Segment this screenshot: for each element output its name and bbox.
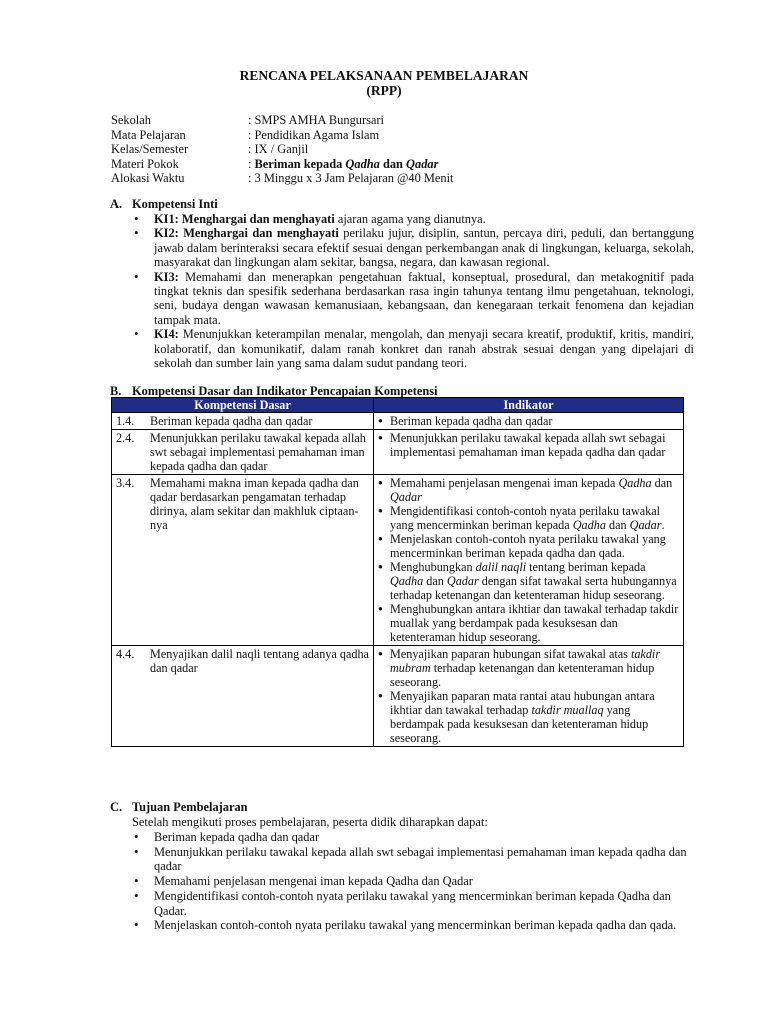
kd-number: 4.4. bbox=[116, 647, 135, 661]
indicator-item: ● Menyajikan paparan mata rantai atau hubungan antara ikhtiar dan tawakal terhadap takdir muallaq yang berdampak pada kesuksesan dan ketenteraman hidup seseorang. bbox=[378, 689, 679, 745]
info-value: : 3 Minggu x 3 Jam Pelajaran @40 Menit bbox=[248, 171, 454, 186]
table-row bbox=[112, 430, 684, 475]
info-row-kelas bbox=[111, 142, 711, 157]
identity-block bbox=[111, 113, 711, 186]
kd-number: 1.4. bbox=[116, 414, 135, 428]
list-item: • Menunjukkan perilaku tawakal kepada allah swt sebagai implementasi pemahaman iman kepada qadha dan qadar bbox=[132, 845, 702, 874]
table-header-row bbox=[112, 398, 684, 413]
kd-indicator-table bbox=[111, 397, 684, 747]
info-key: Sekolah bbox=[111, 113, 151, 127]
list-item: • KI1: Menghargai dan menghayati ajaran agama yang dianutnya. bbox=[132, 212, 694, 226]
tujuan-intro: Setelah mengikuti proses pembelajaran, peserta didik diharapkan dapat: bbox=[132, 815, 488, 829]
list-item: • KI3: Memahami dan menerapkan pengetahuan faktual, konseptual, prosedural, dan metakognitif pada tingkat teknis dan spesifik sederhana berdasarkan rasa ingin tahunya tentang ilmu pengetahuan, teknologi, seni, budaya dengan wawasan kemanusiaan, kebangsaan, dan kenegaraan terkait fenomena dan kejadian tampak mata. bbox=[132, 270, 694, 328]
document-title: RENCANA PELAKSANAAN PEMBELAJARAN bbox=[239, 68, 529, 83]
section-b-heading: B. Kompetensi Dasar dan Indikator Pencapaian Kompetensi bbox=[110, 384, 438, 398]
info-key: Mata Pelajaran bbox=[111, 127, 186, 142]
kd-text: Menunjukkan perilaku tawakal kepada allah swt sebagai implementasi pemahaman iman kepada qadha dan qadar bbox=[150, 431, 366, 473]
kd-text: Memahami makna iman kepada qadha dan qadar berdasarkan pengamatan terhadap dirinya, alam sekitar dan makhluk ciptaan-nya bbox=[150, 476, 359, 532]
info-value: : IX / Ganjil bbox=[248, 142, 309, 157]
tujuan-list bbox=[132, 830, 702, 933]
indicator-item: ● Menjelaskan contoh-contoh nyata perilaku tawakal yang mencerminkan beriman kepada qadha dan qada. bbox=[378, 532, 679, 560]
info-row-alokasi bbox=[111, 171, 711, 186]
info-key: Kelas/Semester bbox=[111, 142, 189, 157]
indicator-item: ● Menghubungkan dalil naqli tentang beriman kepada Qadha dan Qadar dengan sifat tawakal serta hubungannya terhadap ketenangan dan ketenteraman hidup seseorang. bbox=[378, 560, 679, 602]
info-value: : Beriman kepada Qadha dan Qadar bbox=[248, 156, 439, 171]
document-subtitle: (RPP) bbox=[366, 83, 402, 98]
table-row bbox=[112, 413, 684, 430]
info-value: : SMPS AMHA Bungursari bbox=[248, 113, 384, 127]
kompetensi-inti-list bbox=[132, 212, 694, 370]
list-item: • Memahami penjelasan mengenai iman kepada Qadha dan Qadar bbox=[132, 874, 702, 888]
indicator-item: ● Menunjukkan perilaku tawakal kepada allah swt sebagai implementasi pemahaman iman kepada qadha dan qadar bbox=[378, 431, 679, 459]
list-item: • Menjelaskan contoh-contoh nyata perilaku tawakal yang mencerminkan beriman kepada qadha dan qada. bbox=[132, 918, 702, 932]
list-item: • Beriman kepada qadha dan qadar bbox=[132, 830, 702, 844]
indicator-item: ● Mengidentifikasi contoh-contoh nyata perilaku tawakal yang mencerminkan beriman kepada Qadha dan Qadar. bbox=[378, 504, 679, 532]
section-a-heading: A. Kompetensi Inti bbox=[110, 197, 218, 211]
info-row-mapel bbox=[111, 128, 711, 143]
list-item: • KI4: Menunjukkan keterampilan menalar, mengolah, dan menyaji secara kreatif, produktif, kritis, mandiri, kolaboratif, dan komunikatif, dalam ranah konkret dan ranah abstrak sesuai dengan yang dipelajari di sekolah dan sumber lain yang sama dalam sudut pandang teori. bbox=[132, 327, 694, 370]
kd-text: Beriman kepada qadha dan qadar bbox=[150, 414, 313, 428]
info-row-sekolah bbox=[111, 113, 711, 128]
list-item: • KI2: Menghargai dan menghayati perilaku jujur, disiplin, santun, percaya diri, peduli, dan bertanggung jawab dalam berinteraksi secara efektif sesuai dengan perkembangan anak di lingkungan, keluarga, sekolah, masyarakat dan lingkungan alam sekitar, bangsa, negara, dan kawasan regional. bbox=[132, 226, 694, 269]
indicator-item: ● Menghubungkan antara ikhtiar dan tawakal terhadap takdir muallak yang berdampak pada kesuksesan dan ketenteraman hidup seseorang. bbox=[378, 602, 679, 644]
indicator-item: ● Memahami penjelasan mengenai iman kepada Qadha dan Qadar bbox=[378, 476, 679, 504]
kd-number: 3.4. bbox=[116, 476, 135, 490]
indicator-item: ● Beriman kepada qadha dan qadar bbox=[378, 414, 679, 428]
info-value: : Pendidikan Agama Islam bbox=[248, 127, 380, 142]
kd-text: Menyajikan dalil naqli tentang adanya qadha dan qadar bbox=[150, 647, 369, 675]
table-row bbox=[112, 475, 684, 646]
kd-number: 2.4. bbox=[116, 431, 135, 445]
header-indikator: Indikator bbox=[374, 398, 684, 413]
header-kd: Kompetensi Dasar bbox=[112, 398, 374, 413]
indicator-item: ● Menyajikan paparan hubungan sifat tawakal atas takdir mubram terhadap ketenangan dan ketenteraman hidup seseorang. bbox=[378, 647, 679, 689]
info-row-materi bbox=[111, 157, 711, 172]
section-c-heading: C. Tujuan Pembelajaran bbox=[110, 800, 248, 814]
list-item: • Mengidentifikasi contoh-contoh nyata perilaku tawakal yang mencerminkan beriman kepada Qadha dan Qadar. bbox=[132, 889, 702, 918]
info-key: Materi Pokok bbox=[111, 156, 179, 171]
info-key: Alokasi Waktu bbox=[111, 171, 185, 186]
table-row bbox=[112, 646, 684, 747]
